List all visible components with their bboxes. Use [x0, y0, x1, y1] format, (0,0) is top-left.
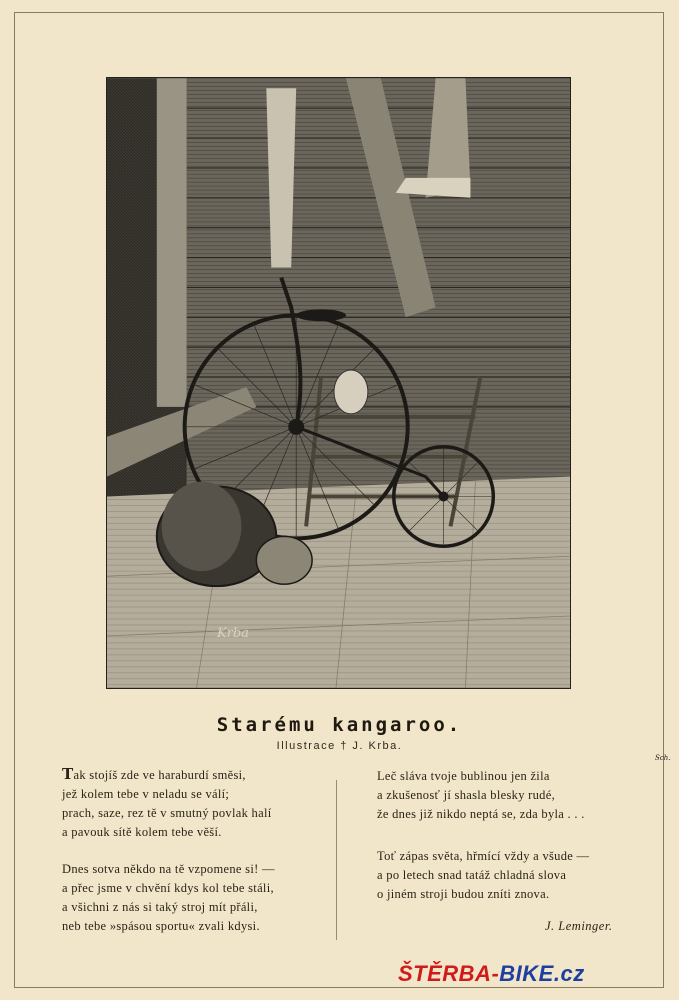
poem-line: Dnes sotva někdo na tě vzpomene si! —: [62, 862, 275, 876]
column-divider: [336, 780, 337, 940]
poem-line: neb tebe »spásou sportu« zvali kdysi.: [62, 919, 260, 933]
engraver-signature: Sch.: [655, 754, 671, 762]
right-stanza-1: [377, 767, 585, 824]
watermark-part-2: BIKE.cz: [499, 961, 585, 986]
poem-line: a zkušenosť jí shasla blesky rudé,: [377, 788, 556, 802]
left-stanza-1: [62, 765, 272, 842]
poem-line: Tak stojíš zde ve haraburdí směsi,: [62, 765, 246, 783]
poem-line: o jiném stroji budou zníti znova.: [377, 887, 550, 901]
drop-cap: T: [62, 765, 74, 783]
poem-line: a všichni z nás si taký stroj mít přáli,: [62, 900, 258, 914]
poem-line: prach, saze, rez tě v smutný povlak halí: [62, 806, 272, 820]
bicycle-engraving-icon: [107, 78, 570, 688]
left-stanza-2: [62, 860, 275, 936]
poem-line: Leč sláva tvoje bublinou jen žila: [377, 769, 550, 783]
artist-signature: Krba: [217, 626, 249, 641]
poem-line: a pavouk sítě kolem tebe věší.: [62, 825, 222, 839]
poem-line: Toť zápas světa, hřmící vždy a všude —: [377, 849, 590, 863]
poem-line: jež kolem tebe v neladu se válí;: [62, 787, 230, 801]
poem-line: a přec jsme v chvění kdys kol tebe stáli,: [62, 881, 274, 895]
poem-subtitle: Illustrace † J. Krba.: [276, 740, 403, 752]
right-stanza-2: [377, 847, 589, 904]
site-watermark: [398, 961, 585, 987]
author-signature: J. Leminger.: [545, 919, 613, 933]
watermark-dash: -: [491, 961, 500, 986]
poem-title: Starému kangaroo.: [216, 714, 463, 736]
poem-line: a po letech snad tatáž chladná slova: [377, 868, 567, 882]
watermark-part-1: ŠTĚRBA: [398, 961, 492, 986]
poem-line: že dnes již nikdo neptá se, zda byla . . .: [377, 807, 585, 821]
